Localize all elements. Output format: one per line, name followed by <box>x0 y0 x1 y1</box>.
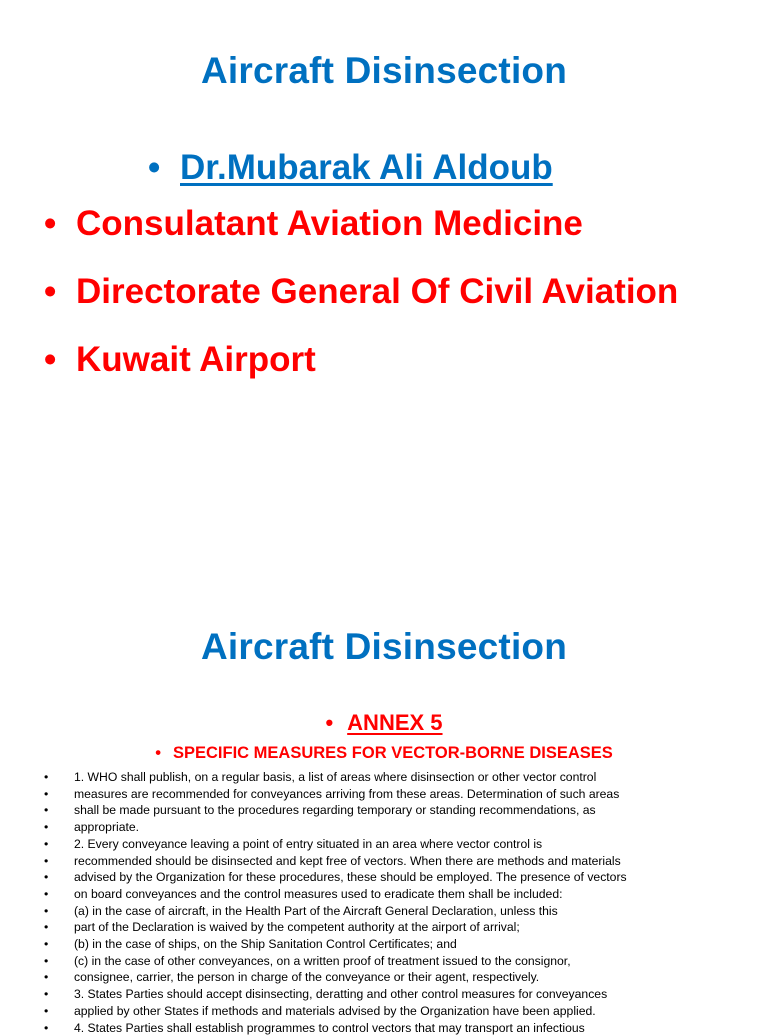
list-item <box>44 836 744 853</box>
bullet-icon: • <box>44 1003 49 1018</box>
list-item-text: applied by other States if methods and materials advised by the Organization have been applied. <box>74 1003 596 1018</box>
slide-1-title: Aircraft Disinsection <box>200 50 568 91</box>
list-item-text: 4. States Parties shall establish programmes to control vectors that may transport an infectious <box>74 1020 585 1035</box>
bullet-icon: • <box>44 937 49 952</box>
bullet-icon: • <box>44 870 49 885</box>
bullet-icon: • <box>44 886 49 901</box>
bullet-icon: • <box>44 340 57 379</box>
list-item-text: 1. WHO shall publish, on a regular basis, a list of areas where disinsection or other vector control <box>74 770 597 784</box>
list-item-text: appropriate. <box>74 820 140 835</box>
list-item-text: advised by the Organization for these procedures, these should be employed. The presence of vectors <box>74 870 627 885</box>
list-item <box>44 919 744 936</box>
annex-heading <box>0 710 768 736</box>
bullet-icon: • <box>44 987 49 1002</box>
list-item-text: recommended should be disinsected and kept free of vectors. When there are methods and materials <box>74 853 621 868</box>
list-item <box>44 1020 744 1036</box>
annex-label: ANNEX 5 <box>347 710 443 735</box>
bullet-icon: • <box>44 970 49 985</box>
author-name-item <box>44 140 734 196</box>
list-item <box>44 853 744 870</box>
bullet-icon: • <box>325 710 334 735</box>
slide-1-bullet-list <box>44 140 734 388</box>
list-item-text: (b) in the case of ships, on the Ship Sanitation Control Certificates; and <box>74 937 457 952</box>
organization: Directorate General Of Civil Aviation <box>76 272 679 311</box>
list-item <box>44 802 744 819</box>
section-subtitle <box>0 744 768 763</box>
location: Kuwait Airport <box>76 340 316 379</box>
list-item <box>44 769 744 786</box>
bullet-icon: • <box>44 803 49 818</box>
author-name: Dr.Mubarak Ali Aldoub <box>180 148 553 187</box>
bullet-icon: • <box>148 148 161 187</box>
bullet-icon: • <box>44 853 49 868</box>
list-item-text: (a) in the case of aircraft, in the Health Part of the Aircraft General Declaration, unless this <box>74 903 558 918</box>
list-item <box>44 986 744 1003</box>
list-item-text: shall be made pursuant to the procedures regarding temporary or standing recommendations, as <box>74 803 596 818</box>
slide-2-title: Aircraft Disinsection <box>200 626 568 667</box>
list-item-text: (c) in the case of other conveyances, on a written proof of treatment issued to the consignor, <box>74 953 571 968</box>
author-role-item <box>44 196 734 252</box>
bullet-icon: • <box>44 1020 49 1035</box>
organization-item <box>44 264 734 320</box>
list-item <box>44 1003 744 1020</box>
location-item <box>44 332 734 388</box>
list-item <box>44 786 744 803</box>
list-item <box>44 953 744 970</box>
bullet-icon: • <box>44 903 49 918</box>
list-item <box>44 936 744 953</box>
list-item-text: 3. States Parties should accept disinsecting, deratting and other control measures for conveyances <box>74 987 608 1002</box>
list-item <box>44 903 744 920</box>
bullet-icon: • <box>44 836 49 851</box>
bullet-icon: • <box>44 204 57 243</box>
list-item-text: measures are recommended for conveyances arriving from these areas. Determination of such areas <box>74 786 620 801</box>
bullet-icon: • <box>44 953 49 968</box>
slide-2 <box>0 576 768 1035</box>
bullet-icon: • <box>155 744 161 762</box>
list-item <box>44 869 744 886</box>
list-item-text: consignee, carrier, the person in charge of the conveyance or their agent, respectively. <box>74 970 540 985</box>
list-item-text: part of the Declaration is waived by the competent authority at the airport of arrival; <box>74 920 520 935</box>
list-item-text: on board conveyances and the control measures used to eradicate them shall be included: <box>74 886 563 901</box>
bullet-icon: • <box>44 272 57 311</box>
bullet-icon: • <box>44 770 49 784</box>
list-item <box>44 969 744 986</box>
bullet-icon: • <box>44 920 49 935</box>
bullet-icon: • <box>44 786 49 801</box>
author-role: Consulatant Aviation Medicine <box>76 204 583 243</box>
bullet-icon: • <box>44 820 49 835</box>
list-item <box>44 819 744 836</box>
section-subtitle-text: SPECIFIC MEASURES FOR VECTOR-BORNE DISEASES <box>173 744 613 762</box>
list-item <box>44 886 744 903</box>
list-item-text: 2. Every conveyance leaving a point of entry situated in an area where vector control is <box>74 836 543 851</box>
annex-text-list <box>44 769 744 1036</box>
